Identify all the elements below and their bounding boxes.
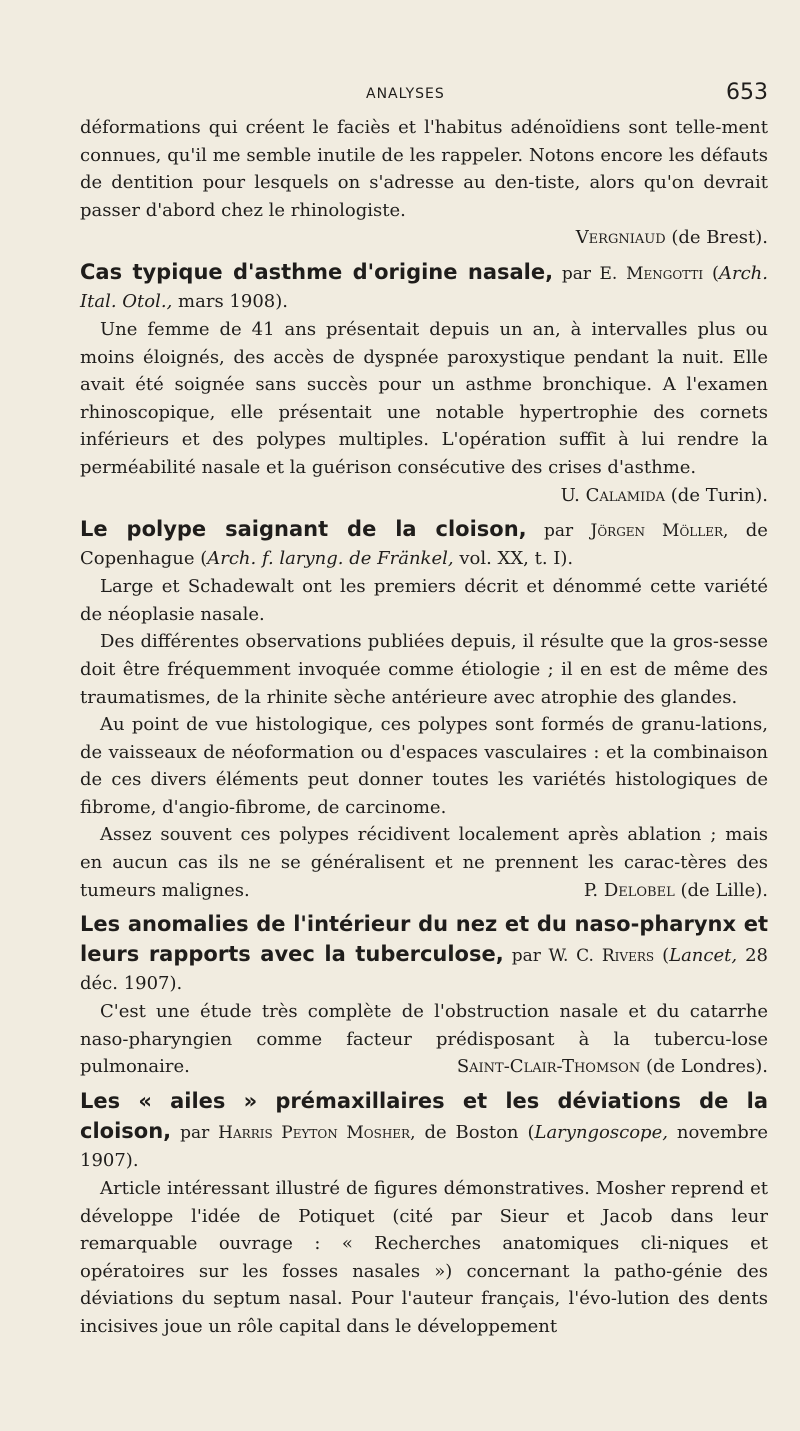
article-author: Mengotti xyxy=(626,263,704,284)
article-paragraph: Large et Schadewalt ont les premiers décrit et dénommé cette variété de néoplasie nasale. xyxy=(80,576,768,625)
article-heading xyxy=(80,258,768,316)
article-paragraph xyxy=(80,998,768,1081)
article-source: Laryngoscope, xyxy=(534,1122,668,1144)
signature-name: Saint-Clair-Thomson xyxy=(456,1056,641,1078)
signature-name: P. Delobel xyxy=(583,879,675,901)
article-paragraph xyxy=(80,316,768,506)
source-tail: mars 1908). xyxy=(178,290,288,312)
article-author: Rivers xyxy=(601,946,655,967)
article-paragraph: Au point de vue histologique, ces polypes sont formés de granu-lations, de vaisseaux de néoformation ou d'espaces vasculaires : et la combinaison de ces divers éléments peut donner toutes les variétés histologiques de fibrome, d'angio-fibrome, de carcinome. xyxy=(80,714,768,818)
source-open: ( xyxy=(711,262,719,284)
article-title: Le polype saignant de la cloison, xyxy=(80,517,527,542)
paragraph-text: Une femme de 41 ans présentait depuis un an, à intervalles plus ou moins éloignés, des accès de dyspnée paroxystique pendant la nuit. Elle avait été soignée sans succès pour un asthme bronchique. A l'examen rhinoscopique, elle présentait une notable hypertrophie des cornets inférieurs et des polypes multiples. L'opération suffit à lui rendre la perméabilité nasale et la guérison consécutive des crises d'asthme. xyxy=(80,318,768,478)
article-paragraph: Des différentes observations publiées depuis, il résulte que la gros-sesse doit être fréquemment invoquée comme étiologie ; il en est de même des traumatismes, de la rhinite sèche antérieure avec atrophie des glandes. xyxy=(80,631,768,708)
source-tail: vol. XX, t. I). xyxy=(459,548,574,570)
byline-prefix: par W. C. xyxy=(511,946,594,967)
paragraph-text: C'est une étude très complète de l'obstruction nasale et du catarrhe naso-pharyngien comme facteur prédisposant à la tubercu-lose pulmonaire. xyxy=(80,1001,768,1078)
article-signature xyxy=(437,1053,768,1081)
article-signature xyxy=(564,877,768,905)
paragraph-text: Assez souvent ces polypes récidivent localement après ablation ; mais en aucun cas ils ne se généralisent et ne prennent les carac-tères des tumeurs malignes. xyxy=(80,824,768,901)
article-anomalies xyxy=(80,910,768,1081)
article-asthme xyxy=(80,258,768,509)
page-number: 653 xyxy=(726,80,768,105)
signature-place: (de Turin). xyxy=(670,484,768,506)
signature-place: (de Lille). xyxy=(680,879,768,901)
article-title: Les « ailes » prémaxillaires et les déviations de la cloison, xyxy=(80,1089,768,1144)
source-open: ( xyxy=(662,945,670,967)
source-tail: 28 déc. 1907). xyxy=(80,945,768,995)
article-ailes xyxy=(80,1087,768,1341)
article-title: Les anomalies de l'intérieur du nez et du naso-pharynx et leurs rapports avec la tuberculose, xyxy=(80,912,768,967)
article-paragraph xyxy=(80,821,768,904)
article-signature xyxy=(541,482,768,510)
article-heading xyxy=(80,515,768,573)
article-author: Harris Peyton Mosher, xyxy=(218,1123,416,1144)
article-polype xyxy=(80,515,768,904)
article-source: Lancet, xyxy=(669,945,738,967)
byline-suffix: de Boston xyxy=(424,1122,519,1144)
signature-place: (de Brest). xyxy=(671,227,768,249)
intro-signature xyxy=(80,224,768,252)
running-title: ANALYSES xyxy=(366,86,445,102)
signature-name: U. Calamida xyxy=(560,484,666,506)
article-heading xyxy=(80,910,768,998)
source-open: ( xyxy=(527,1122,535,1144)
byline-prefix: par xyxy=(544,521,574,542)
source-open: ( xyxy=(200,548,208,570)
page xyxy=(80,74,768,1341)
byline-suffix: de Copenhague xyxy=(80,520,768,570)
article-source: Arch. Ital. Otol., xyxy=(80,262,768,312)
signature-name: Vergniaud xyxy=(575,227,666,249)
running-head xyxy=(80,74,768,114)
article-heading xyxy=(80,1087,768,1175)
intro-paragraph: déformations qui créent le faciès et l'habitus adénoïdiens sont telle-ment connues, qu'il me semble inutile de les rappeler. Notons encore les défauts de dentition pour lesquels on s'adresse au den-tiste, alors qu'on devrait passer d'abord chez le rhinologiste. xyxy=(80,117,768,221)
article-title: Cas typique d'asthme d'origine nasale, xyxy=(80,259,554,284)
signature-place: (de Londres). xyxy=(645,1056,768,1078)
article-source: Arch. f. laryng. de Fränkel, xyxy=(207,548,454,570)
source-tail: novembre 1907). xyxy=(80,1122,768,1172)
byline-prefix: par E. xyxy=(561,263,618,284)
byline-prefix: par xyxy=(180,1123,210,1144)
article-paragraph: Article intéressant illustré de figures démonstratives. Mosher reprend et développe l'idée de Potiquet (cité par Sieur et Jacob dans leur remarquable ouvrage : « Recherches anatomiques cli-niques et opératoires sur les fosses nasales ») concernant la patho-génie des déviations du septum nasal. Pour l'auteur français, l'évo-lution des dents incisives joue un rôle capital dans le développement xyxy=(80,1178,768,1337)
article-author: Jörgen Möller, xyxy=(590,521,729,542)
